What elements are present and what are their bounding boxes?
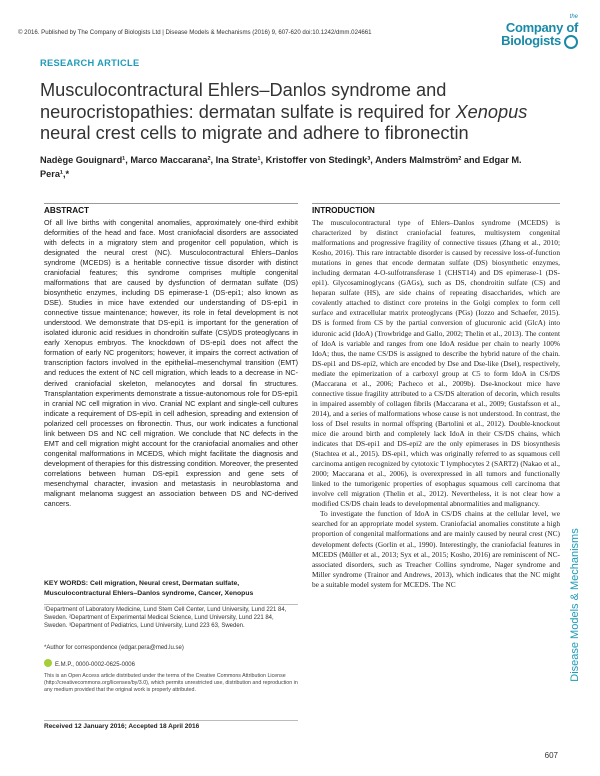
abstract-body: Of all live births with congenital anomalies, approximately one-third exhibit deformities of the head and face. Most craniofacial disorders are associated with defects in a migratory stem and progenitor cell population, which is designated the neural crest (NC). Musculocontractural Ehlers–Danlos syndrome (MCEDS) is a heritable connective tissue disorder with distinct craniofacial features; this syndrome comprises multiple congenital malformations that are caused by dysfunction of dermatan sulfate (DS) biosynthetic enzymes, including DS epimerase-1 (DS-epi1; also known as DSE). Studies in mice have extended our understanding of DS-epi1 in connective tissue maintenance; however, its role in fetal development is not understood. We demonstrate that DS-epi1 is important for the generation of isolated iduronic acid residues in chondroitin sulfate (CS)/DS proteoglycans in early Xenopus embryos. The knockdown of DS-epi1 does not affect the formation of early NC progenitors; however, it impairs the correct activation of transcription factors involved in the epithelial–mesenchymal transition (EMT) and reduces the extent of NC cell migration, which leads to a decrease in NC-derived craniofacial skeleton, melanocytes and dorsal fin structures. Transplantation experiments demonstrate a tissue-autonomous role for DS-epi1 in cranial NC cell migration in vivo. Cranial NC explant and single-cell cultures indicate a requirement of DS-epi1 in cell adhesion, spreading and extension of polarized cell processes on fibronectin. Thus, our work indicates a functional link between DS and NC cell migration. We conclude that NC defects in the EMT and cell migration might account for the craniofacial anomalies and other congenital malformations in MCEDS, which might facilitate the diagnosis and development of therapies for this distressing condition. Moreover, the presented correlations between human DS-epi1 expression and gene sets of mesenchymal character, invasion and metastasis in neuroblastoma and malignant melanoma suggest an association between DS and NC-derived cancers. bbox=[44, 218, 298, 508]
logo-line-2: Biologists bbox=[501, 34, 578, 49]
abstract-divider bbox=[44, 203, 298, 204]
orcid-icon bbox=[44, 659, 52, 667]
logo-prefix: the bbox=[569, 14, 578, 20]
license-text: This is an Open Access article distributed under the terms of the Creative Commons Attribution License (http://creativecommons.org/licenses/by/3.0), which permits unrestricted use, distribution and reproduction in any medium provided that the original work is properly attributed. bbox=[44, 673, 298, 694]
article-title: Musculocontractural Ehlers–Danlos syndrome and neurocristopathies: dermatan sulfate is required for Xenopus neural crest cells to migrate and adhere to fibronectin bbox=[40, 80, 528, 143]
correspondence[interactable]: *Author for correspondence (edgar.pera@med.lu.se) bbox=[44, 645, 184, 651]
keywords: KEY WORDS: Cell migration, Neural crest, Dermatan sulfate, Musculocontractural Ehlers–Danlos syndrome, Cancer, Xenopus bbox=[44, 580, 254, 597]
publisher-logo[interactable] bbox=[501, 14, 578, 49]
author-list: Nadège Gouignard¹, Marco Maccarana², Ina Strate¹, Kristoffer von Stedingk³, Anders Malmström² and Edgar M. Pera¹,* bbox=[40, 155, 522, 179]
page-number: 607 bbox=[544, 751, 558, 760]
introduction-divider bbox=[312, 203, 560, 204]
logo-circle-icon bbox=[564, 35, 578, 49]
footnote-divider bbox=[44, 604, 298, 605]
affiliations: ¹Department of Laboratory Medicine, Lund Stem Cell Center, Lund University, Lund 221 84, Sweden. ²Department of Experimental Medical Science, Lund University, Lund 221 84, Sweden. ³Department of Pediatrics, Lund University, Lund 223 63, Sweden. bbox=[44, 607, 287, 630]
article-type-label: RESEARCH ARTICLE bbox=[40, 58, 140, 68]
journal-side-label: Disease Models & Mechanisms bbox=[569, 528, 581, 682]
journal-header-line: © 2016. Published by The Company of Biologists Ltd | Disease Models & Mechanisms (2016) 9, 607-620 doi:10.1242/dmm.024661 bbox=[18, 29, 372, 36]
introduction-heading: INTRODUCTION bbox=[312, 206, 375, 215]
introduction-paragraph-2: To investigate the function of IdoA in CS/DS chains at the cellular level, we searched for an appropriate model system. Craniofacial anomalies constitute a high proportion of congenital malformations and are mainly caused by neural crest (NC) development defects (Gorlin et al., 1990). Interestingly, the craniofacial features in MCEDS (Müller et al., 2013; Syx et al., 2015; Kosho, 2016) are reminiscent of NC-associated disorders, such as Treacher Collins syndrome, Nager syndrome and Miller syndrome (Trainor and Andrews, 2013), which indicates that the NC might be a suitable model system for MCEDS. The NC bbox=[312, 509, 560, 589]
introduction-body bbox=[312, 218, 560, 590]
logo-line-1: Company of bbox=[505, 20, 578, 35]
abstract-heading: ABSTRACT bbox=[44, 206, 90, 215]
received-accepted-dates: Received 12 January 2016; Accepted 18 April 2016 bbox=[44, 720, 298, 730]
orcid-line[interactable]: E.M.P., 0000-0002-0625-0006 bbox=[44, 659, 298, 669]
introduction-paragraph-1: The musculocontractural type of Ehlers–Danlos syndrome (MCEDS) is characterized by distinct craniofacial features, multisystem congenital malformations and progressive fragility of connective tissues (Zhang et al., 2010; Kosho, 2016). This rare intractable disorder is caused by recessive loss-of-function mutations in genes that encode dermatan sulfate (DS) biosynthetic enzymes, including dermatan 4-O-sulfotransferase 1 (CHST14) and DS epimerase-1 (DS-epi1). Glycosaminoglycans (GAGs), such as DS, chondroitin sulfate (CS) and heparan sulfate (HS), are side chains of repeating disaccharides, which are covalently attached to distinct core proteins in the Golgi complex to form cell surface and extracellular matrix proteoglycans (PGs) (Iozzo and Schaefer, 2015). DS is formed from CS by the partial conversion of glucuronic acid (GlcA) into iduronic acid (IdoA) (Trowbridge and Gallo, 2002; Thelin et al., 2013). The content of IdoA is variable and ranges from one IdoA residue per chain to nearly 100% IdoA; thus, the name CS/DS is assigned to describe the hybrid nature of the chain. DS-epi1 and DS-epi2, which are encoded by Dse and Dse-like (Dsel), respectively, mediate the epimerization of a carboxyl group at C5 to form IdoA in CS/DS (Maccarana et al., 2006; Pacheco et al., 2009b). Dse-knockout mice have connective tissue fragility attributed to a CS/DS alteration of decorin, which results in impaired assembly of collagen fibrils (Maccarana et al., 2009; Gustafsson et al., 2014), and a series of malformations whose cause is not understood. In contrast, the loss of Dsel results in normal offspring (Bartolini et al., 2012). Double-knockout mice die around birth and completely lack IdoA in their CS/DS chains, which indicates that DS-epi1 and DS-epi2 are the only epimerases in DS biosynthesis (Stachtea et al., 2015). DS-epi1, which was originally referred to as squamous cell carcinoma antigen recognized by cytotoxic T lymphocytes 2 (SART2) (Nakao et al., 2000; Maccarana et al., 2006), is overexpressed in all tumors and functionally linked to the tumorigenic properties of esophagus squamous cell carcinoma that involve cell migration (Thelin et al., 2012). Nevertheless, it is not clear how a modified CS/DS chain leads to developmental abnormalities and malignancy. bbox=[312, 218, 560, 509]
